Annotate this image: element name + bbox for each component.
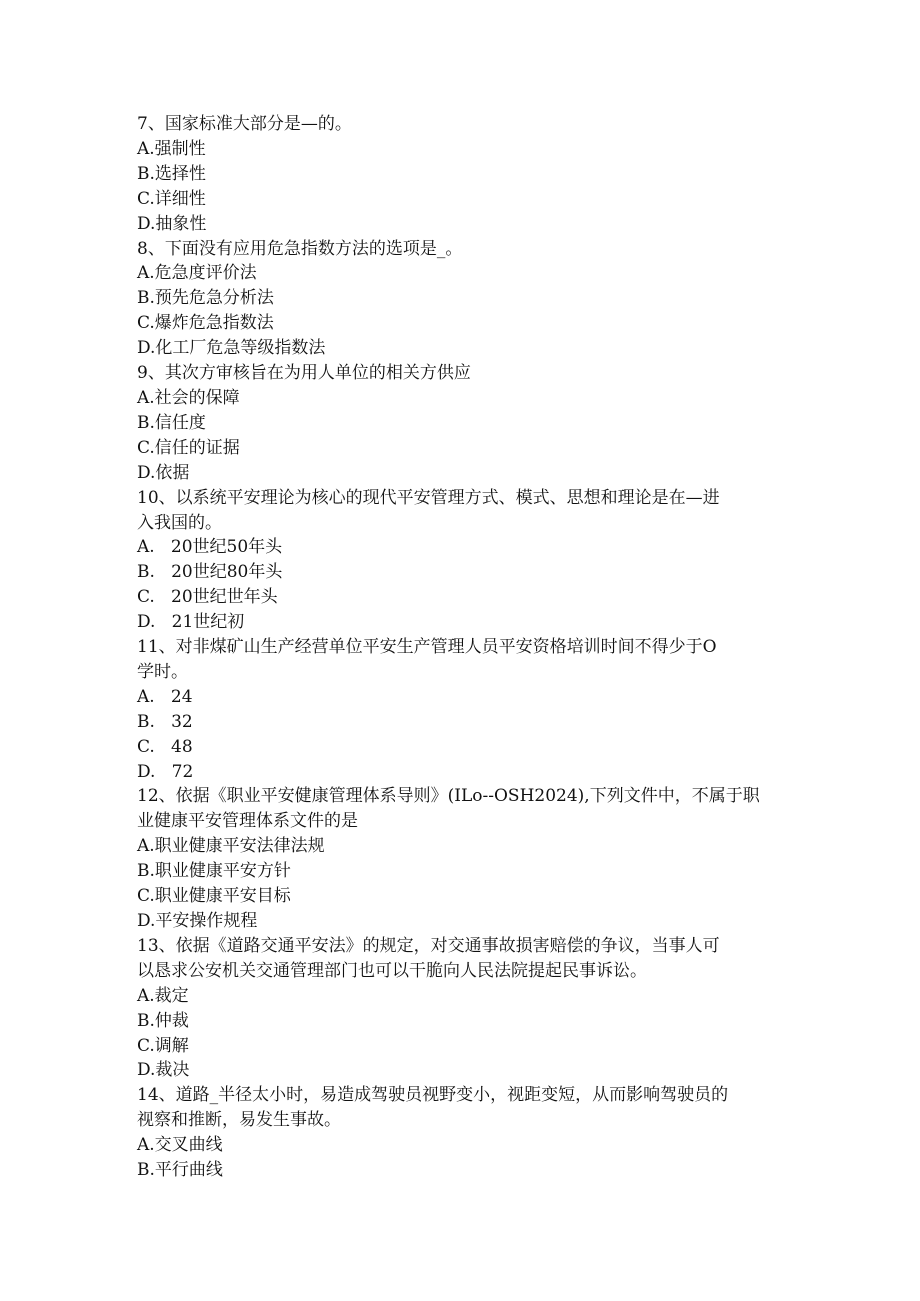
option-b: B.职业健康平安方针 — [137, 861, 291, 882]
option-a: A.强制性 — [137, 138, 206, 159]
option-b: B.信任度 — [137, 412, 206, 433]
question-text-continued: 入我国的。 — [137, 512, 222, 533]
option-b: B.预先危急分析法 — [137, 288, 274, 309]
question-text: 12、依据《职业平安健康管理体系导则》(ILo--OSH2024),下列文件中，不属于职 — [137, 786, 760, 807]
question-text: 14、道路_半径太小时，易造成驾驶员视野变小，视距变短，从而影响驾驶员的 — [137, 1085, 729, 1106]
question-text: 8、下面没有应用危急指数方法的选项是_。 — [137, 238, 463, 259]
question-text: 11、对非煤矿山生产经营单位平安生产管理人员平安资格培训时间不得少于O — [137, 637, 717, 658]
question-text-continued: 业健康平安管理体系文件的是 — [137, 811, 358, 832]
question-block — [137, 361, 787, 486]
option-a: A.危急度评价法 — [137, 263, 257, 284]
option-c: C. 48 — [137, 736, 193, 757]
option-c: C.爆炸危急指数法 — [137, 313, 274, 334]
option-d: D.平安操作规程 — [137, 911, 258, 931]
option-b: B.选择性 — [137, 163, 206, 184]
option-c: C.信任的证据 — [137, 437, 240, 458]
option-a: A.社会的保障 — [137, 387, 240, 408]
option-a: A.交叉曲线 — [137, 1135, 223, 1156]
option-d: D. 21世纪初 — [137, 612, 245, 633]
option-d: D. 72 — [137, 761, 194, 782]
question-text-continued: 视察和推断，易发生事故。 — [137, 1110, 341, 1131]
option-a: A. 24 — [137, 686, 193, 707]
question-text: 10、以系统平安理论为核心的现代平安管理方式、模式、思想和理论是在—进 — [137, 487, 720, 508]
option-c: C.调解 — [137, 1035, 189, 1056]
option-b: B.平行曲线 — [137, 1160, 223, 1181]
question-text: 13、依据《道路交通平安法》的规定，对交通事故损害赔偿的争议，当事人可 — [137, 935, 720, 956]
question-block — [137, 784, 787, 933]
option-a: A.职业健康平安法律法规 — [137, 836, 325, 857]
option-d: D.依据 — [137, 462, 190, 483]
option-b: B.仲裁 — [137, 1010, 189, 1031]
option-b: B. 32 — [137, 711, 193, 732]
option-a: A. 20世纪50年头 — [137, 537, 283, 558]
question-block — [137, 635, 787, 784]
option-a: A.裁定 — [137, 985, 189, 1006]
question-block — [137, 237, 787, 362]
question-text: 7、国家标准大部分是—的。 — [137, 114, 352, 134]
question-block — [137, 934, 787, 1083]
question-text: 9、其次方审核旨在为用人单位的相关方供应 — [137, 363, 471, 384]
option-d: D.裁决 — [137, 1060, 190, 1081]
question-block — [137, 1083, 787, 1183]
option-c: C.职业健康平安目标 — [137, 886, 291, 907]
question-block — [137, 112, 787, 237]
question-block — [137, 486, 787, 635]
option-b: B. 20世纪80年头 — [137, 562, 283, 583]
option-c: C. 20世纪世年头 — [137, 587, 278, 608]
document-page — [137, 112, 787, 1183]
question-text-continued: 以恳求公安机关交通管理部门也可以干脆向人民法院提起民事诉讼。 — [137, 960, 647, 981]
question-text-continued: 学时。 — [137, 661, 188, 682]
option-d: D.化工厂危急等级指数法 — [137, 338, 326, 359]
option-d: D.抽象性 — [137, 213, 207, 234]
option-c: C.详细性 — [137, 188, 206, 209]
